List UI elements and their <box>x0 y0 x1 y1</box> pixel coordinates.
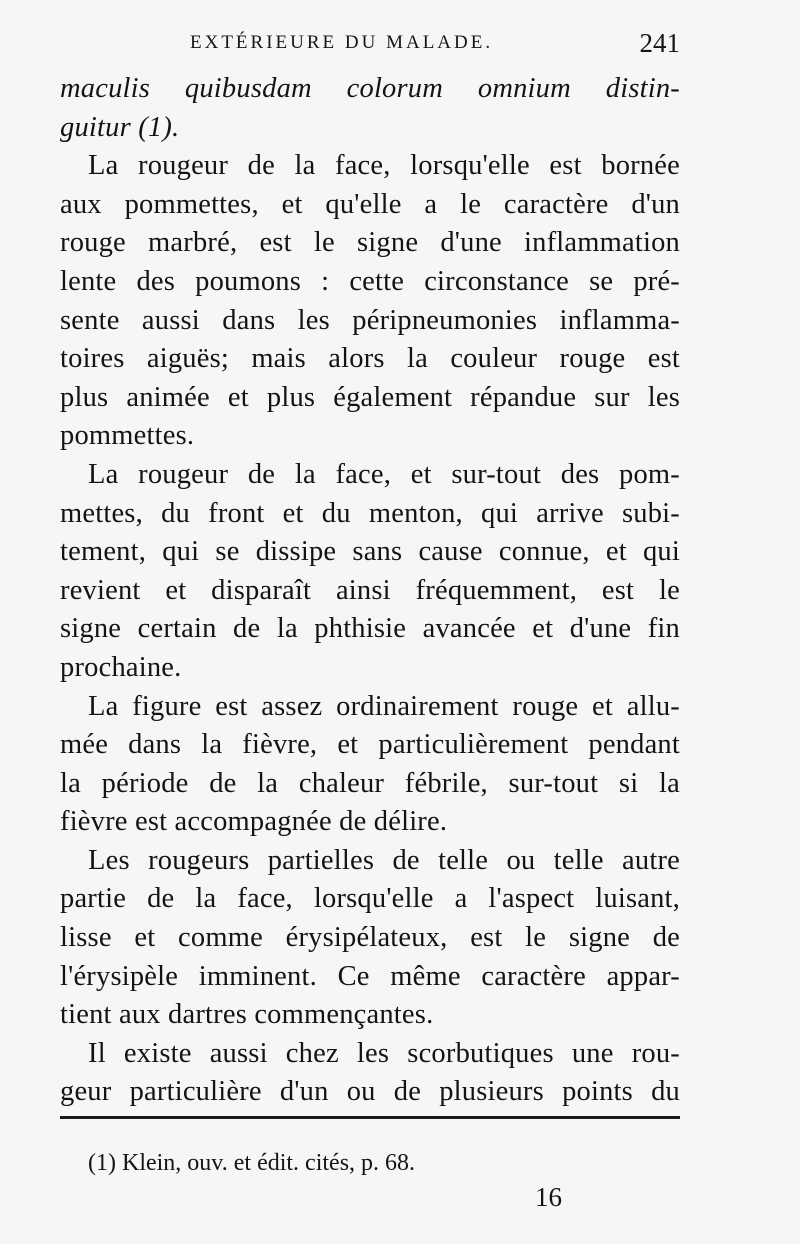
text-line: La figure est assez ordinairement rouge et allu- <box>88 690 680 722</box>
paragraph <box>60 688 680 842</box>
footnote: (1) Klein, ouv. et édit. cités, p. 68. <box>88 1150 416 1176</box>
text-line: La rougeur de la face, et sur-tout des pom- <box>88 458 680 490</box>
body-text <box>60 70 680 1112</box>
page-number: 241 <box>639 28 680 58</box>
text-line: fièvre est accompagnée de délire. <box>60 806 448 838</box>
text-line: mée dans la fièvre, et particulièrement pendant <box>60 729 680 761</box>
text-line: lente des poumons : cette circonstance se pré- <box>60 265 680 297</box>
text-line: La rougeur de la face, lorsqu'elle est bornée <box>88 150 680 182</box>
footnote-rule <box>60 1116 680 1119</box>
text-line: prochaine. <box>60 651 182 683</box>
paragraph <box>60 70 680 147</box>
text-line: plus animée et plus également répandue sur les <box>60 381 680 413</box>
text-line: l'érysipèle imminent. Ce même caractère appar- <box>60 960 680 992</box>
text-line: pommettes. <box>60 420 195 452</box>
text-line: toires aiguës; mais alors la couleur rouge est <box>60 343 680 375</box>
text-line: partie de la face, lorsqu'elle a l'aspect luisant, <box>60 883 680 915</box>
signature-mark: 16 <box>535 1182 562 1212</box>
running-title: EXTÉRIEURE DU MALADE. <box>190 32 494 53</box>
text-line: tement, qui se dissipe sans cause connue, et qui <box>60 536 680 568</box>
text-line: geur particulière d'un ou de plusieurs points du <box>60 1076 680 1108</box>
text-line: revient et disparaît ainsi fréquemment, est le <box>60 574 680 606</box>
text-line: lisse et comme érysipélateux, est le signe de <box>60 922 680 954</box>
text-line: sente aussi dans les péripneumonies inflamma- <box>60 304 680 336</box>
text-line: mettes, du front et du menton, qui arrive subi- <box>60 497 680 529</box>
text-line: signe certain de la phthisie avancée et d'une fin <box>60 613 680 645</box>
paragraph <box>60 1035 680 1112</box>
text-line: guitur (1). <box>60 111 180 143</box>
paragraph <box>60 842 680 1035</box>
paragraph <box>60 456 680 688</box>
text-line: Les rougeurs partielles de telle ou telle autre <box>88 844 680 876</box>
text-line: tient aux dartres commençantes. <box>60 999 434 1031</box>
text-line: rouge marbré, est le signe d'une inflammation <box>60 227 680 259</box>
text-line: Il existe aussi chez les scorbutiques une rou- <box>88 1037 680 1069</box>
page-header <box>60 28 680 64</box>
text-line: aux pommettes, et qu'elle a le caractère d'un <box>60 188 680 220</box>
paragraph <box>60 147 680 456</box>
text-line: la période de la chaleur fébrile, sur-tout si la <box>60 767 680 799</box>
text-line: maculis quibusdam colorum omnium distin- <box>60 73 680 104</box>
